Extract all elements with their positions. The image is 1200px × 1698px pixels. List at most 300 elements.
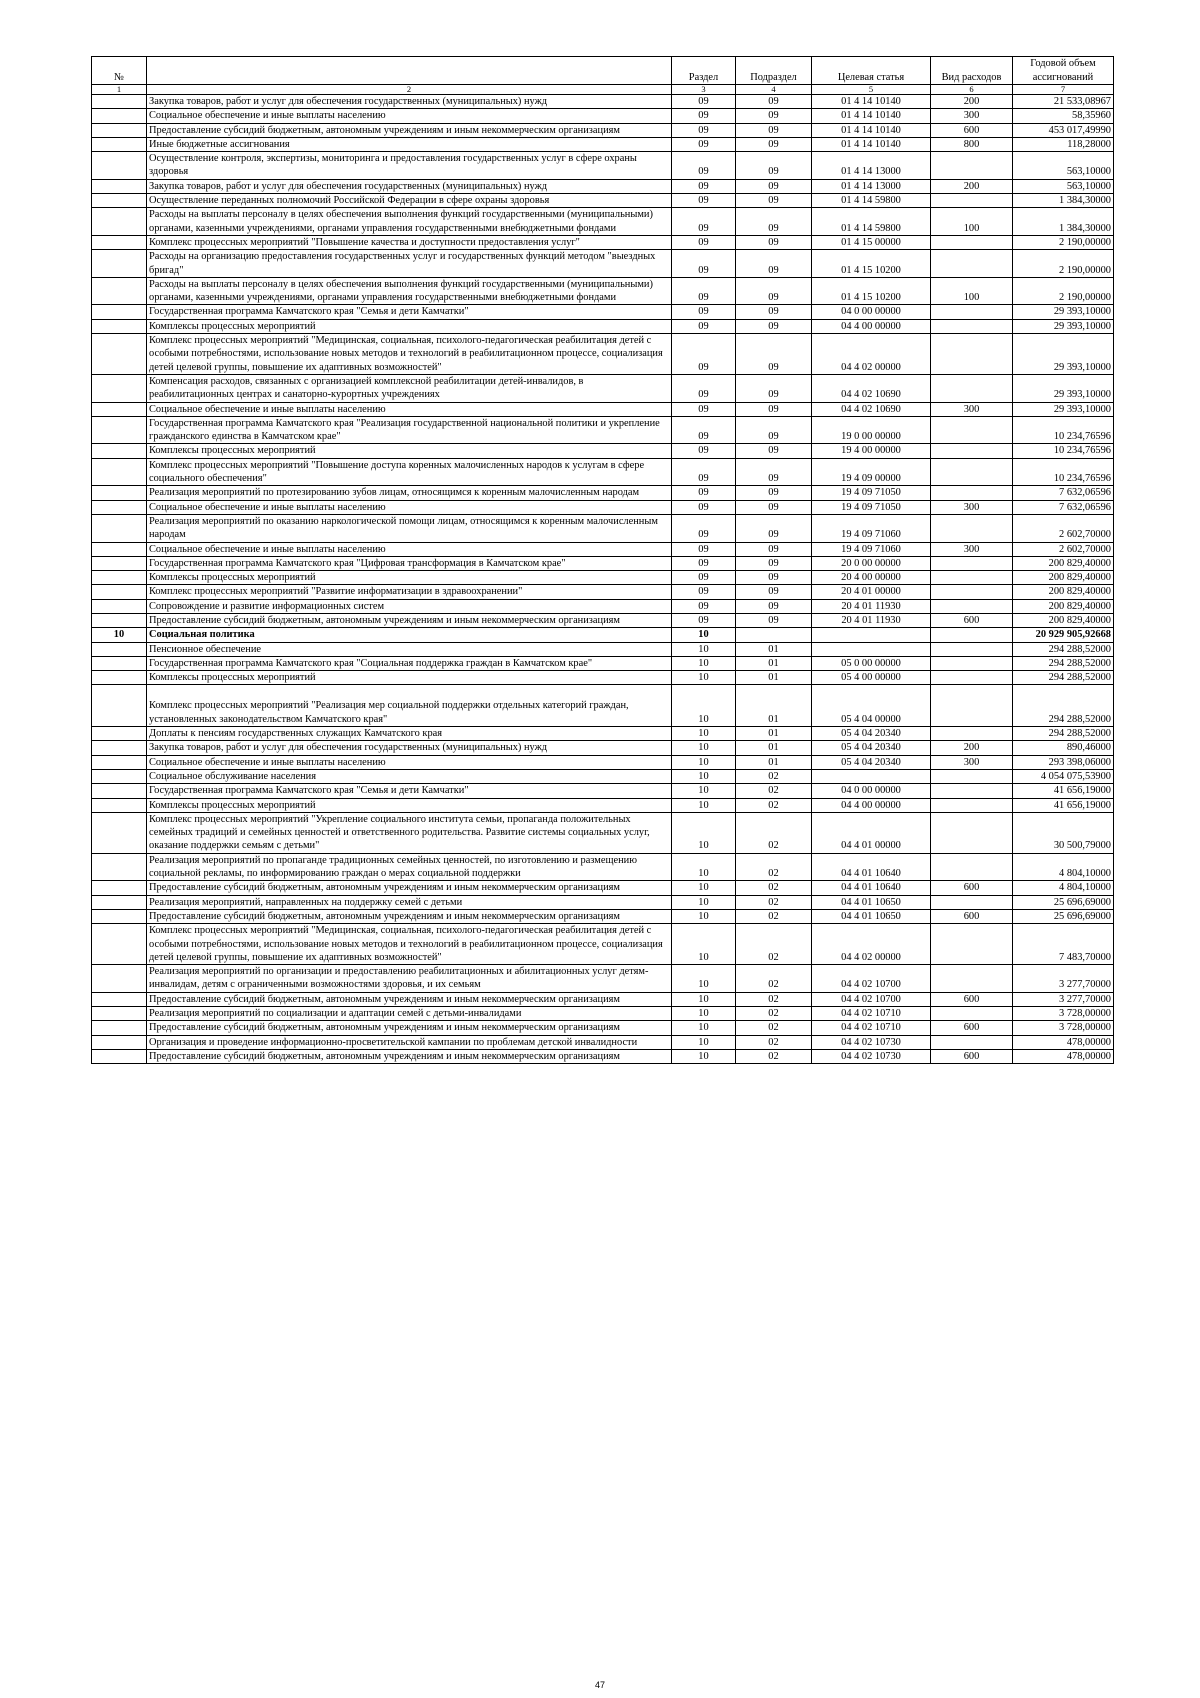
row-expense-type: 300	[931, 755, 1013, 769]
row-podrazdel: 09	[736, 208, 812, 236]
row-target-article: 05 4 04 20340	[812, 741, 931, 755]
row-razdel: 09	[672, 305, 736, 319]
row-amount: 25 696,69000	[1013, 909, 1114, 923]
row-razdel: 10	[672, 798, 736, 812]
row-razdel: 10	[672, 628, 736, 642]
row-podrazdel: 01	[736, 671, 812, 685]
table-row	[92, 741, 1114, 755]
row-expense-type: 600	[931, 881, 1013, 895]
row-razdel: 09	[672, 416, 736, 444]
row-target-article: 04 4 02 10730	[812, 1049, 931, 1063]
row-number	[92, 965, 147, 993]
row-name: Комплекс процессных мероприятий "Медицинская, социальная, психолого-педагогическая реабилитация детей с особыми потребностями, использование новых методов и технологий в реабилитационном процессе, социализация детей целевой группы, повышение их адаптивных возможностей"	[147, 924, 672, 965]
row-name: Государственная программа Камчатского края "Реализация государственной национальной политики и укрепление гражданского единства в Камчатском крае"	[147, 416, 672, 444]
row-number	[92, 402, 147, 416]
row-razdel: 10	[672, 671, 736, 685]
header-annual-volume: Годовой объем ассигнований	[1013, 57, 1114, 85]
row-name: Предоставление субсидий бюджетным, автономным учреждениям и иным некоммерческим организациям	[147, 881, 672, 895]
row-expense-type: 600	[931, 1049, 1013, 1063]
table-row	[92, 685, 1114, 727]
row-podrazdel: 09	[736, 585, 812, 599]
row-amount: 200 829,40000	[1013, 613, 1114, 627]
row-expense-type	[931, 965, 1013, 993]
row-podrazdel: 09	[736, 305, 812, 319]
table-row	[92, 109, 1114, 123]
row-podrazdel: 02	[736, 1035, 812, 1049]
row-name: Предоставление субсидий бюджетным, автономным учреждениям и иным некоммерческим организациям	[147, 1049, 672, 1063]
row-razdel: 09	[672, 235, 736, 249]
row-expense-type	[931, 853, 1013, 881]
row-name: Реализация мероприятий по протезированию зубов лицам, относящимся к коренным малочисленным народам	[147, 486, 672, 500]
row-number	[92, 486, 147, 500]
row-amount: 2 190,00000	[1013, 235, 1114, 249]
row-razdel: 09	[672, 152, 736, 180]
row-name: Комплекс процессных мероприятий "Укрепление социального института семьи, пропаганда положительных семейных традиций и семейных ценностей и ответственного родительства. Развитие системы социальных услуг, оказание поддержки семьям с детьми"	[147, 812, 672, 853]
row-razdel: 10	[672, 1035, 736, 1049]
row-expense-type	[931, 685, 1013, 727]
row-amount: 4 054 075,53900	[1013, 769, 1114, 783]
row-expense-type: 600	[931, 992, 1013, 1006]
row-target-article: 05 4 04 00000	[812, 685, 931, 727]
row-razdel: 09	[672, 486, 736, 500]
row-number	[92, 1007, 147, 1021]
row-podrazdel: 02	[736, 1007, 812, 1021]
row-expense-type	[931, 374, 1013, 402]
table-row	[92, 784, 1114, 798]
column-number: 7	[1013, 85, 1114, 95]
table-row	[92, 277, 1114, 305]
row-podrazdel: 09	[736, 235, 812, 249]
row-expense-type	[931, 671, 1013, 685]
row-name: Осуществление переданных полномочий Российской Федерации в сфере охраны здоровья	[147, 194, 672, 208]
row-name: Комплекс процессных мероприятий "Реализация мер социальной поддержки отдельных категорий граждан, установленных законодательством Камчатского края"	[147, 685, 672, 727]
row-number	[92, 798, 147, 812]
header-expense-type: Вид расходов	[931, 57, 1013, 85]
row-name: Государственная программа Камчатского края "Социальная поддержка граждан в Камчатском крае"	[147, 656, 672, 670]
row-name: Социальное обеспечение и иные выплаты населению	[147, 755, 672, 769]
row-amount: 3 728,00000	[1013, 1007, 1114, 1021]
table-row	[92, 319, 1114, 333]
row-name: Государственная программа Камчатского края "Семья и дети Камчатки"	[147, 305, 672, 319]
row-expense-type	[931, 514, 1013, 542]
row-podrazdel: 09	[736, 486, 812, 500]
row-target-article: 19 4 00 00000	[812, 444, 931, 458]
row-target-article: 05 4 04 20340	[812, 727, 931, 741]
row-razdel: 09	[672, 319, 736, 333]
row-razdel: 10	[672, 727, 736, 741]
row-expense-type: 600	[931, 123, 1013, 137]
row-razdel: 10	[672, 769, 736, 783]
row-name: Государственная программа Камчатского края "Цифровая трансформация в Камчатском крае"	[147, 556, 672, 570]
row-expense-type	[931, 444, 1013, 458]
row-number	[92, 909, 147, 923]
row-name: Реализация мероприятий по социализации и адаптации семей с детьми-инвалидами	[147, 1007, 672, 1021]
row-target-article: 01 4 14 10140	[812, 123, 931, 137]
row-target-article: 19 4 09 71050	[812, 500, 931, 514]
row-number	[92, 123, 147, 137]
row-target-article: 04 4 02 10700	[812, 992, 931, 1006]
table-row	[92, 1007, 1114, 1021]
row-amount: 3 728,00000	[1013, 1021, 1114, 1035]
row-podrazdel: 09	[736, 542, 812, 556]
row-number	[92, 1049, 147, 1063]
row-name: Комплекс процессных мероприятий "Повышение качества и доступности предоставления услуг"	[147, 235, 672, 249]
row-number	[92, 642, 147, 656]
row-expense-type: 200	[931, 741, 1013, 755]
row-name: Предоставление субсидий бюджетным, автономным учреждениям и иным некоммерческим организациям	[147, 1021, 672, 1035]
table-row	[92, 1021, 1114, 1035]
row-amount: 890,46000	[1013, 741, 1114, 755]
row-number	[92, 152, 147, 180]
row-number	[92, 514, 147, 542]
header-no: №	[92, 57, 147, 85]
row-podrazdel: 09	[736, 194, 812, 208]
row-name: Иные бюджетные ассигнования	[147, 137, 672, 151]
row-name: Социальное обеспечение и иные выплаты населению	[147, 109, 672, 123]
row-target-article: 19 4 09 71050	[812, 486, 931, 500]
row-razdel: 10	[672, 992, 736, 1006]
row-expense-type	[931, 628, 1013, 642]
table-row	[92, 599, 1114, 613]
row-name: Предоставление субсидий бюджетным, автономным учреждениям и иным некоммерческим организациям	[147, 992, 672, 1006]
row-name: Сопровождение и развитие информационных систем	[147, 599, 672, 613]
row-number	[92, 895, 147, 909]
row-target-article: 04 4 02 00000	[812, 924, 931, 965]
row-number	[92, 769, 147, 783]
row-razdel: 09	[672, 444, 736, 458]
row-amount: 29 393,10000	[1013, 402, 1114, 416]
row-razdel: 09	[672, 458, 736, 486]
table-row	[92, 137, 1114, 151]
row-amount: 20 929 905,92668	[1013, 628, 1114, 642]
row-name: Реализация мероприятий по организации и предоставлению реабилитационных и абилитационных услуг детям-инвалидам, детям с ограниченными возможностями здоровья, и их семьям	[147, 965, 672, 993]
row-razdel: 10	[672, 784, 736, 798]
row-target-article: 04 4 01 10640	[812, 853, 931, 881]
row-target-article: 04 4 02 10690	[812, 402, 931, 416]
row-expense-type	[931, 152, 1013, 180]
row-amount: 294 288,52000	[1013, 642, 1114, 656]
table-row	[92, 628, 1114, 642]
row-number	[92, 1035, 147, 1049]
table-row	[92, 656, 1114, 670]
row-number	[92, 812, 147, 853]
row-podrazdel: 02	[736, 992, 812, 1006]
row-target-article	[812, 769, 931, 783]
row-target-article: 04 0 00 00000	[812, 305, 931, 319]
row-target-article: 04 4 02 10730	[812, 1035, 931, 1049]
row-amount: 58,35960	[1013, 109, 1114, 123]
row-razdel: 09	[672, 95, 736, 109]
table-row	[92, 992, 1114, 1006]
row-target-article: 04 4 01 10650	[812, 909, 931, 923]
row-target-article	[812, 628, 931, 642]
column-number: 3	[672, 85, 736, 95]
row-razdel: 09	[672, 194, 736, 208]
row-razdel: 10	[672, 924, 736, 965]
row-amount: 10 234,76596	[1013, 458, 1114, 486]
row-number	[92, 109, 147, 123]
row-name: Предоставление субсидий бюджетным, автономным учреждениям и иным некоммерческим организациям	[147, 123, 672, 137]
table-body	[92, 95, 1114, 1064]
row-razdel: 10	[672, 909, 736, 923]
row-razdel: 09	[672, 374, 736, 402]
row-expense-type	[931, 784, 1013, 798]
row-podrazdel: 01	[736, 685, 812, 727]
row-expense-type	[931, 486, 1013, 500]
row-amount: 10 234,76596	[1013, 416, 1114, 444]
row-podrazdel: 09	[736, 514, 812, 542]
table-row	[92, 755, 1114, 769]
row-number	[92, 1021, 147, 1035]
table-row	[92, 444, 1114, 458]
row-podrazdel: 09	[736, 613, 812, 627]
row-podrazdel: 02	[736, 853, 812, 881]
row-expense-type: 100	[931, 208, 1013, 236]
table-row	[92, 152, 1114, 180]
row-amount: 294 288,52000	[1013, 727, 1114, 741]
row-name: Предоставление субсидий бюджетным, автономным учреждениям и иным некоммерческим организациям	[147, 909, 672, 923]
row-number	[92, 194, 147, 208]
row-podrazdel: 09	[736, 334, 812, 375]
row-target-article: 04 4 00 00000	[812, 798, 931, 812]
row-number	[92, 853, 147, 881]
header-razdel: Раздел	[672, 57, 736, 85]
table-row	[92, 909, 1114, 923]
row-amount: 563,10000	[1013, 152, 1114, 180]
row-target-article: 04 4 02 10690	[812, 374, 931, 402]
row-name: Государственная программа Камчатского края "Семья и дети Камчатки"	[147, 784, 672, 798]
row-podrazdel: 02	[736, 881, 812, 895]
row-amount: 2 190,00000	[1013, 277, 1114, 305]
row-razdel: 10	[672, 1049, 736, 1063]
row-number	[92, 305, 147, 319]
row-number	[92, 671, 147, 685]
row-amount: 29 393,10000	[1013, 374, 1114, 402]
row-razdel: 10	[672, 685, 736, 727]
row-expense-type	[931, 571, 1013, 585]
row-razdel: 10	[672, 1007, 736, 1021]
row-target-article: 01 4 15 10200	[812, 250, 931, 278]
row-number	[92, 556, 147, 570]
row-number: 10	[92, 628, 147, 642]
row-amount: 200 829,40000	[1013, 585, 1114, 599]
row-name: Комплексы процессных мероприятий	[147, 571, 672, 585]
row-amount: 1 384,30000	[1013, 194, 1114, 208]
row-number	[92, 755, 147, 769]
table-row	[92, 1049, 1114, 1063]
row-name: Комплексы процессных мероприятий	[147, 319, 672, 333]
row-razdel: 09	[672, 500, 736, 514]
table-row	[92, 881, 1114, 895]
row-number	[92, 319, 147, 333]
table-row	[92, 542, 1114, 556]
row-number	[92, 585, 147, 599]
row-number	[92, 784, 147, 798]
row-name: Комплексы процессных мероприятий	[147, 444, 672, 458]
row-name: Расходы на выплаты персоналу в целях обеспечения выполнения функций государственными (муниципальными) органами, казенными учреждениями, органами управления государственными внебюджетными фондами	[147, 277, 672, 305]
row-target-article: 01 4 14 59800	[812, 194, 931, 208]
table-row	[92, 416, 1114, 444]
row-name: Социальное обеспечение и иные выплаты населению	[147, 500, 672, 514]
table-row	[92, 727, 1114, 741]
row-expense-type	[931, 599, 1013, 613]
row-target-article: 20 4 01 00000	[812, 585, 931, 599]
row-expense-type	[931, 1007, 1013, 1021]
row-number	[92, 235, 147, 249]
row-number	[92, 208, 147, 236]
row-name: Закупка товаров, работ и услуг для обеспечения государственных (муниципальных) нужд	[147, 741, 672, 755]
column-number-row	[92, 85, 1114, 95]
row-name: Комплекс процессных мероприятий "Развитие информатизации в здравоохранении"	[147, 585, 672, 599]
row-name: Социальное обслуживание населения	[147, 769, 672, 783]
row-expense-type	[931, 769, 1013, 783]
row-expense-type	[931, 416, 1013, 444]
row-expense-type	[931, 727, 1013, 741]
table-row	[92, 671, 1114, 685]
row-number	[92, 444, 147, 458]
row-amount: 29 393,10000	[1013, 305, 1114, 319]
row-amount: 7 483,70000	[1013, 924, 1114, 965]
row-expense-type	[931, 334, 1013, 375]
row-expense-type	[931, 798, 1013, 812]
row-amount: 294 288,52000	[1013, 656, 1114, 670]
table-row	[92, 613, 1114, 627]
header-podrazdel: Подраздел	[736, 57, 812, 85]
row-target-article: 01 4 15 10200	[812, 277, 931, 305]
row-razdel: 10	[672, 755, 736, 769]
row-podrazdel: 02	[736, 769, 812, 783]
row-amount: 294 288,52000	[1013, 685, 1114, 727]
row-name: Предоставление субсидий бюджетным, автономным учреждениям и иным некоммерческим организациям	[147, 613, 672, 627]
header-target-article: Целевая статья	[812, 57, 931, 85]
row-target-article: 19 4 09 00000	[812, 458, 931, 486]
row-number	[92, 571, 147, 585]
row-number	[92, 374, 147, 402]
row-number	[92, 500, 147, 514]
row-razdel: 10	[672, 812, 736, 853]
table-row	[92, 585, 1114, 599]
row-target-article: 04 4 01 10640	[812, 881, 931, 895]
row-number	[92, 613, 147, 627]
row-target-article: 04 4 02 10700	[812, 965, 931, 993]
row-expense-type	[931, 924, 1013, 965]
row-name: Социальное обеспечение и иные выплаты населению	[147, 542, 672, 556]
header-row	[92, 57, 1114, 85]
row-amount: 2 190,00000	[1013, 250, 1114, 278]
table-row	[92, 334, 1114, 375]
row-razdel: 10	[672, 656, 736, 670]
row-target-article: 04 4 00 00000	[812, 319, 931, 333]
row-podrazdel: 02	[736, 965, 812, 993]
table-row	[92, 571, 1114, 585]
row-razdel: 09	[672, 208, 736, 236]
row-amount: 4 804,10000	[1013, 881, 1114, 895]
table-row	[92, 812, 1114, 853]
row-target-article: 20 4 00 00000	[812, 571, 931, 585]
table-row	[92, 374, 1114, 402]
row-amount: 3 277,70000	[1013, 965, 1114, 993]
row-amount: 21 533,08967	[1013, 95, 1114, 109]
row-target-article: 04 4 02 10710	[812, 1021, 931, 1035]
row-expense-type: 800	[931, 137, 1013, 151]
row-amount: 41 656,19000	[1013, 798, 1114, 812]
row-target-article: 05 0 00 00000	[812, 656, 931, 670]
row-target-article: 20 0 00 00000	[812, 556, 931, 570]
row-razdel: 10	[672, 741, 736, 755]
row-expense-type: 100	[931, 277, 1013, 305]
table-row	[92, 95, 1114, 109]
row-target-article: 01 4 14 10140	[812, 137, 931, 151]
row-target-article: 01 4 14 59800	[812, 208, 931, 236]
row-razdel: 10	[672, 1021, 736, 1035]
table-row	[92, 194, 1114, 208]
row-target-article: 04 0 00 00000	[812, 784, 931, 798]
row-expense-type: 200	[931, 95, 1013, 109]
row-name: Доплаты к пенсиям государственных служащих Камчатского края	[147, 727, 672, 741]
row-expense-type	[931, 556, 1013, 570]
row-amount: 25 696,69000	[1013, 895, 1114, 909]
row-podrazdel: 02	[736, 798, 812, 812]
row-amount: 200 829,40000	[1013, 556, 1114, 570]
row-razdel: 09	[672, 556, 736, 570]
page-number: 47	[594, 1680, 605, 1690]
row-podrazdel: 01	[736, 642, 812, 656]
column-number: 6	[931, 85, 1013, 95]
row-expense-type: 600	[931, 1021, 1013, 1035]
row-name: Закупка товаров, работ и услуг для обеспечения государственных (муниципальных) нужд	[147, 95, 672, 109]
table-row	[92, 556, 1114, 570]
row-name: Осуществление контроля, экспертизы, мониторинга и предоставления государственных услуг в сфере охраны здоровья	[147, 152, 672, 180]
row-podrazdel: 01	[736, 656, 812, 670]
row-podrazdel: 01	[736, 727, 812, 741]
row-number	[92, 458, 147, 486]
row-razdel: 09	[672, 123, 736, 137]
row-razdel: 09	[672, 250, 736, 278]
row-number	[92, 741, 147, 755]
row-expense-type	[931, 642, 1013, 656]
row-amount: 294 288,52000	[1013, 671, 1114, 685]
row-expense-type	[931, 895, 1013, 909]
row-name: Закупка товаров, работ и услуг для обеспечения государственных (муниципальных) нужд	[147, 179, 672, 193]
table-row	[92, 179, 1114, 193]
header-name	[147, 57, 672, 85]
row-number	[92, 179, 147, 193]
row-number	[92, 542, 147, 556]
row-podrazdel: 02	[736, 909, 812, 923]
row-amount: 10 234,76596	[1013, 444, 1114, 458]
row-name: Социальная политика	[147, 628, 672, 642]
row-razdel: 09	[672, 137, 736, 151]
row-razdel: 09	[672, 179, 736, 193]
row-number	[92, 250, 147, 278]
table-row	[92, 458, 1114, 486]
row-podrazdel: 09	[736, 416, 812, 444]
row-target-article: 19 0 00 00000	[812, 416, 931, 444]
table-row	[92, 895, 1114, 909]
table-row	[92, 965, 1114, 993]
row-expense-type: 600	[931, 909, 1013, 923]
row-razdel: 09	[672, 599, 736, 613]
row-amount: 1 384,30000	[1013, 208, 1114, 236]
row-podrazdel: 09	[736, 250, 812, 278]
table-row	[92, 500, 1114, 514]
row-amount: 200 829,40000	[1013, 599, 1114, 613]
row-podrazdel: 09	[736, 444, 812, 458]
row-expense-type	[931, 194, 1013, 208]
row-expense-type	[931, 656, 1013, 670]
row-number	[92, 416, 147, 444]
table-row	[92, 514, 1114, 542]
